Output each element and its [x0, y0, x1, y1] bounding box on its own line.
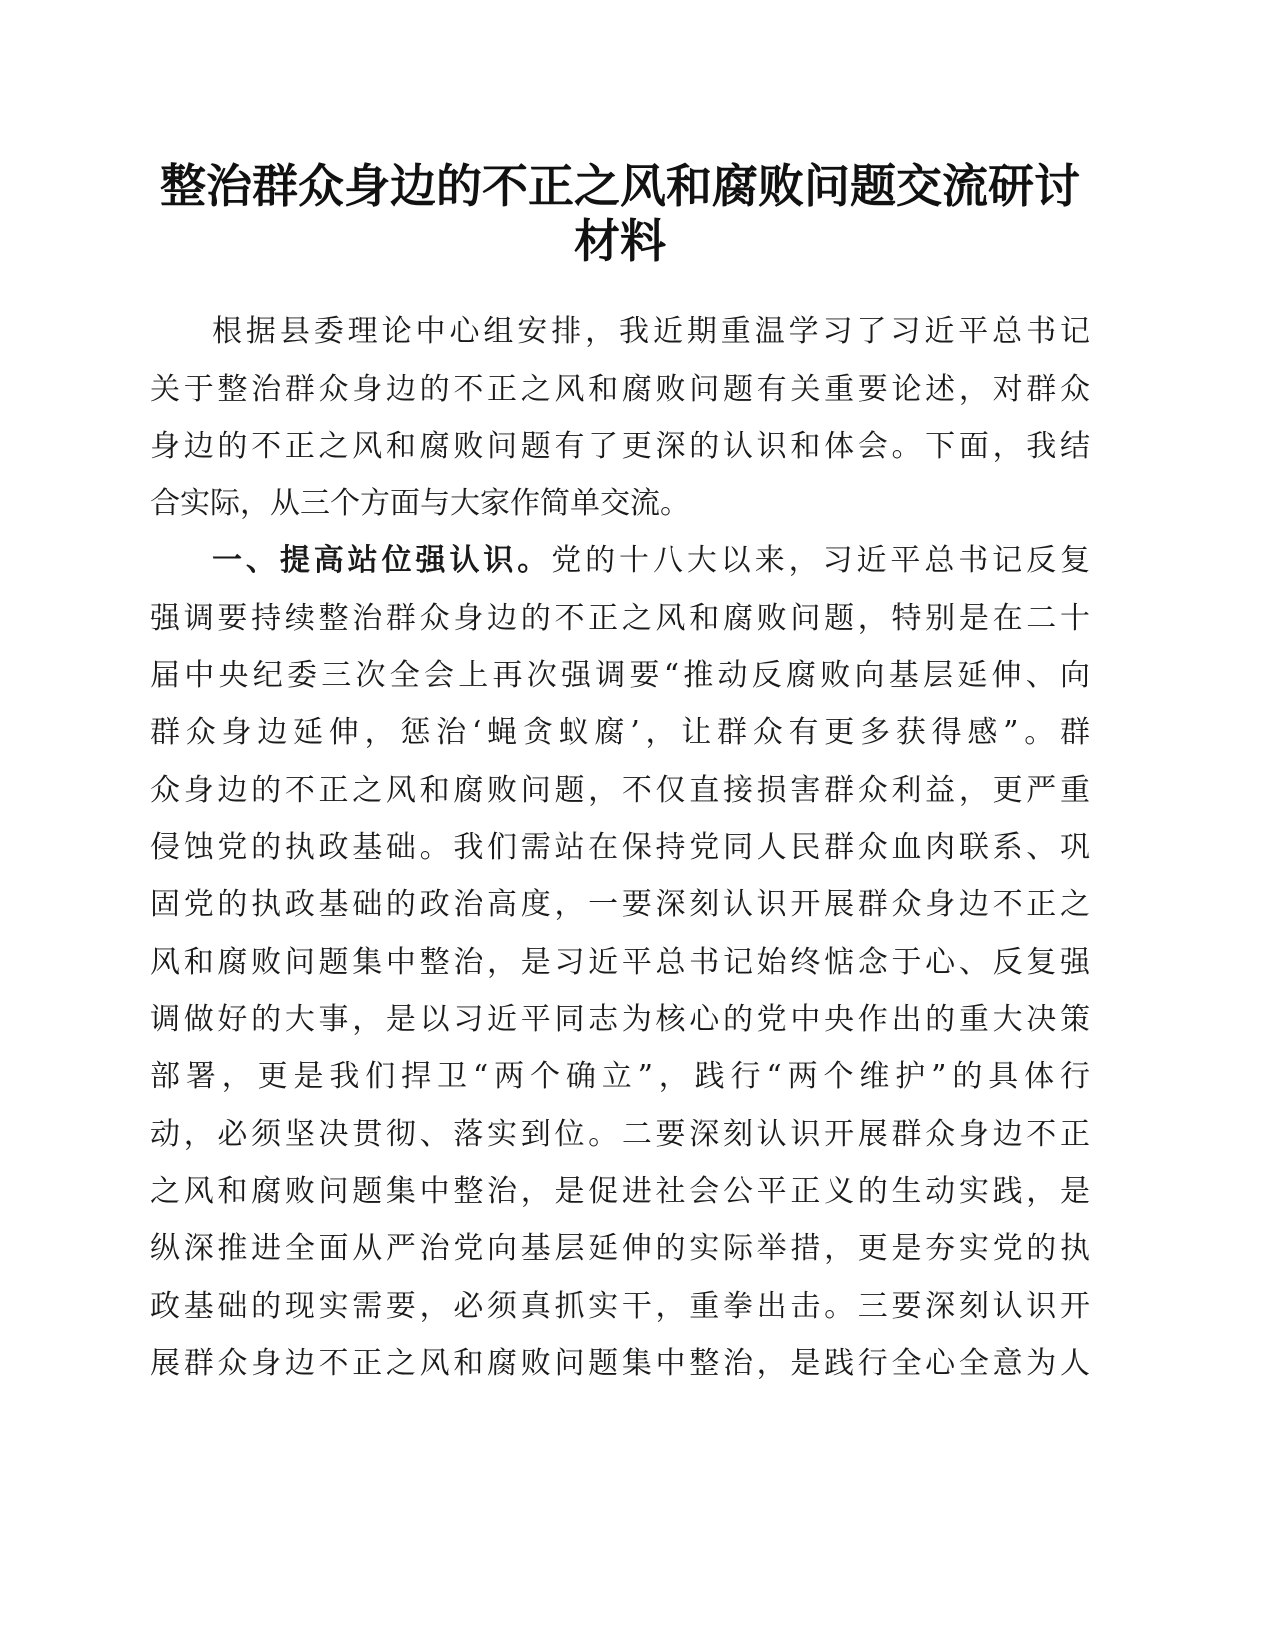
section1-line: 侵蚀党的执政基础。我们需站在保持党同人民群众血肉联系、巩: [150, 830, 1090, 865]
intro-line: 根据县委理论中心组安排，我近期重温学习了习近平总书记: [212, 314, 1090, 349]
document-title-line-2: 材料: [574, 214, 666, 268]
section1-line: 届中央纪委三次全会上再次强调要“推动反腐败向基层延伸、向: [150, 658, 1090, 693]
section1-line: 风和腐败问题集中整治，是习近平总书记始终惦念于心、反复强: [150, 945, 1090, 980]
section1-line: 固党的执政基础的政治高度，一要深刻认识开展群众身边不正之: [150, 887, 1090, 922]
section1-line: 党的十八大以来，习近平总书记反复: [551, 543, 1091, 578]
section1-line: 纵深推进全面从严治党向基层延伸的实际举措，更是夯实党的执: [150, 1231, 1090, 1266]
section1-line: 群众身边延伸，惩治‘蝇贪蚁腐’，让群众有更多获得感”。群: [150, 715, 1090, 750]
document-title-line-1: 整治群众身边的不正之风和腐败问题交流研讨: [160, 159, 1080, 213]
intro-line: 合实际，从三个方面与大家作简单交流。: [150, 486, 690, 521]
section1-line: 之风和腐败问题集中整治，是促进社会公平正义的生动实践，是: [150, 1174, 1090, 1209]
section1-line: 政基础的现实需要，必须真抓实干，重拳出击。三要深刻认识开: [150, 1289, 1090, 1324]
section1-line: 动，必须坚决贯彻、落实到位。二要深刻认识开展群众身边不正: [150, 1117, 1090, 1152]
section1-line: 部署，更是我们捍卫“两个确立”，践行“两个维护”的具体行: [150, 1059, 1090, 1094]
section1-first-line: [212, 541, 1090, 581]
section1-heading: 一、提高站位强认识。: [212, 543, 552, 578]
section1-line: 调做好的大事，是以习近平同志为核心的党中央作出的重大决策: [150, 1002, 1090, 1037]
section1-line: 展群众身边不正之风和腐败问题集中整治，是践行全心全意为人: [150, 1346, 1090, 1381]
section1-line: 强调要持续整治群众身边的不正之风和腐败问题，特别是在二十: [150, 601, 1090, 636]
section1-line: 众身边的不正之风和腐败问题，不仅直接损害群众利益，更严重: [150, 773, 1090, 808]
intro-line: 身边的不正之风和腐败问题有了更深的认识和体会。下面，我结: [150, 429, 1090, 464]
intro-line: 关于整治群众身边的不正之风和腐败问题有关重要论述，对群众: [150, 372, 1090, 407]
